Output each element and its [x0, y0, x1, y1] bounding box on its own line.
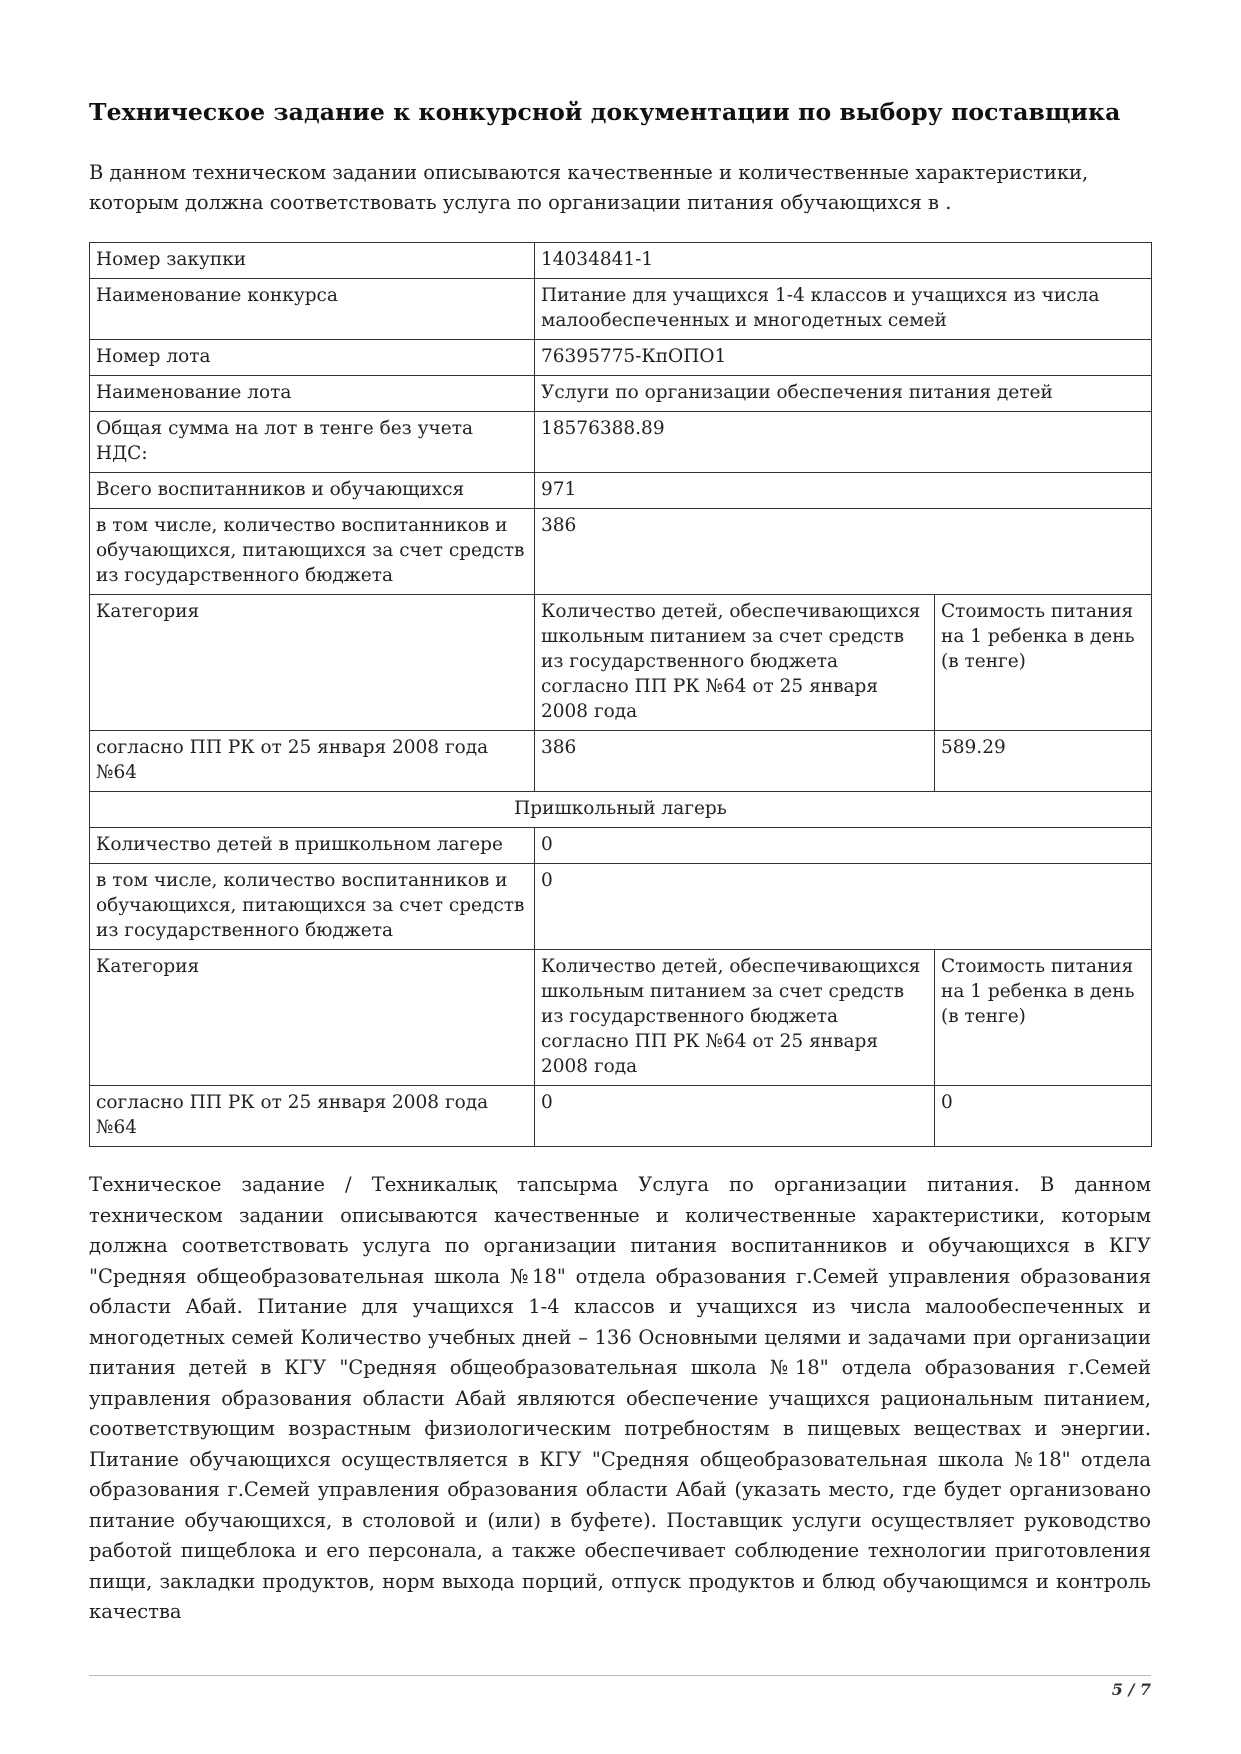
camp-section-title: Пришкольный лагерь: [90, 792, 1152, 828]
row-label: Количество детей в пришкольном лагере: [90, 828, 535, 864]
row-value: 386: [535, 509, 1152, 595]
cost-header: Стоимость питания на 1 ребенка в день (в тенге): [935, 950, 1152, 1086]
category-cell: согласно ПП РК от 25 января 2008 года №64: [90, 1086, 535, 1147]
row-value: 76395775-КпОПО1: [535, 340, 1152, 376]
footer-divider: [89, 1675, 1151, 1676]
row-label: Наименование лота: [90, 376, 535, 412]
row-value: 0: [535, 864, 1152, 950]
table-row: [90, 412, 1152, 473]
section-title-row: [90, 792, 1152, 828]
body-paragraph: Техническое задание / Техникалық тапсырма Услуга по организации питания. В данном техническом задании описываются качественные и количественные характеристики, которым должна соответствовать услуга по организации питания воспитанников и обучающихся в КГУ "Средняя общеобразовательная школа №18" отдела образования г.Семей управления образования области Абай. Питание для учащихся 1-4 классов и учащихся из числа малообеспеченных и многодетных семей Количество учебных дней – 136 Основными целями и задачами при организации питания детей в КГУ "Средняя общеобразовательная школа №18" отдела образования г.Семей управления образования области Абай являются обеспечение учащихся рациональным питанием, соответствующим возрастным физиологическим потребностям в пищевых веществах и энергии. Питание обучающихся осуществляется в КГУ "Средняя общеобразовательная школа №18" отдела образования г.Семей управления образования области Абай (указать место, где будет организовано питание обучающихся, в столовой и (или) в буфете). Поставщик услуги осуществляет руководство работой пищеблока и его персонала, а также обеспечивает соблюдение технологии приготовления пищи, закладки продуктов, норм выхода порций, отпуск продуктов и блюд обучающимся и контроль качества: [89, 1173, 1151, 1623]
row-label: Общая сумма на лот в тенге без учета НДС:: [90, 412, 535, 473]
row-label: Номер закупки: [90, 243, 535, 279]
row-label: в том числе, количество воспитанников и обучающихся, питающихся за счет средств из государственного бюджета: [90, 509, 535, 595]
row-label: в том числе, количество воспитанников и обучающихся, питающихся за счет средств из государственного бюджета: [90, 864, 535, 950]
specification-table: [89, 242, 1152, 1147]
category-row: [90, 731, 1152, 792]
table-row: [90, 864, 1152, 950]
row-label: Наименование конкурса: [90, 279, 535, 340]
category-header: Категория: [90, 595, 535, 731]
cost-header: Стоимость питания на 1 ребенка в день (в тенге): [935, 595, 1152, 731]
row-value: 971: [535, 473, 1152, 509]
row-label: Всего воспитанников и обучающихся: [90, 473, 535, 509]
category-cell: согласно ПП РК от 25 января 2008 года №64: [90, 731, 535, 792]
intro-paragraph: В данном техническом задании описываются качественные и количественные характеристики, которым должна соответствовать услуга по организации питания обучающихся в .: [89, 161, 1089, 214]
row-value: Услуги по организации обеспечения питания детей: [535, 376, 1152, 412]
row-label: Номер лота: [90, 340, 535, 376]
table-row: [90, 828, 1152, 864]
row-value: Питание для учащихся 1-4 классов и учащихся из числа малообеспеченных и многодетных семей: [535, 279, 1152, 340]
page-number: 5 / 7: [1111, 1680, 1151, 1699]
category-header-row: [90, 950, 1152, 1086]
table-row: [90, 340, 1152, 376]
category-row: [90, 1086, 1152, 1147]
category-header: Категория: [90, 950, 535, 1086]
table-row: [90, 279, 1152, 340]
table-row: [90, 243, 1152, 279]
count-header: Количество детей, обеспечивающихся школьным питанием за счет средств из государственного бюджета согласно ПП РК №64 от 25 января 2008 года: [535, 950, 935, 1086]
row-value: 0: [535, 828, 1152, 864]
table-row: [90, 376, 1152, 412]
count-cell: 386: [535, 731, 935, 792]
category-header-row: [90, 595, 1152, 731]
count-cell: 0: [535, 1086, 935, 1147]
table-row: [90, 509, 1152, 595]
cost-cell: 0: [935, 1086, 1152, 1147]
row-value: 14034841-1: [535, 243, 1152, 279]
document-title: Техническое задание к конкурсной документации по выбору поставщика: [89, 98, 1121, 126]
table-row: [90, 473, 1152, 509]
row-value: 18576388.89: [535, 412, 1152, 473]
count-header: Количество детей, обеспечивающихся школьным питанием за счет средств из государственного бюджета согласно ПП РК №64 от 25 января 2008 года: [535, 595, 935, 731]
cost-cell: 589.29: [935, 731, 1152, 792]
